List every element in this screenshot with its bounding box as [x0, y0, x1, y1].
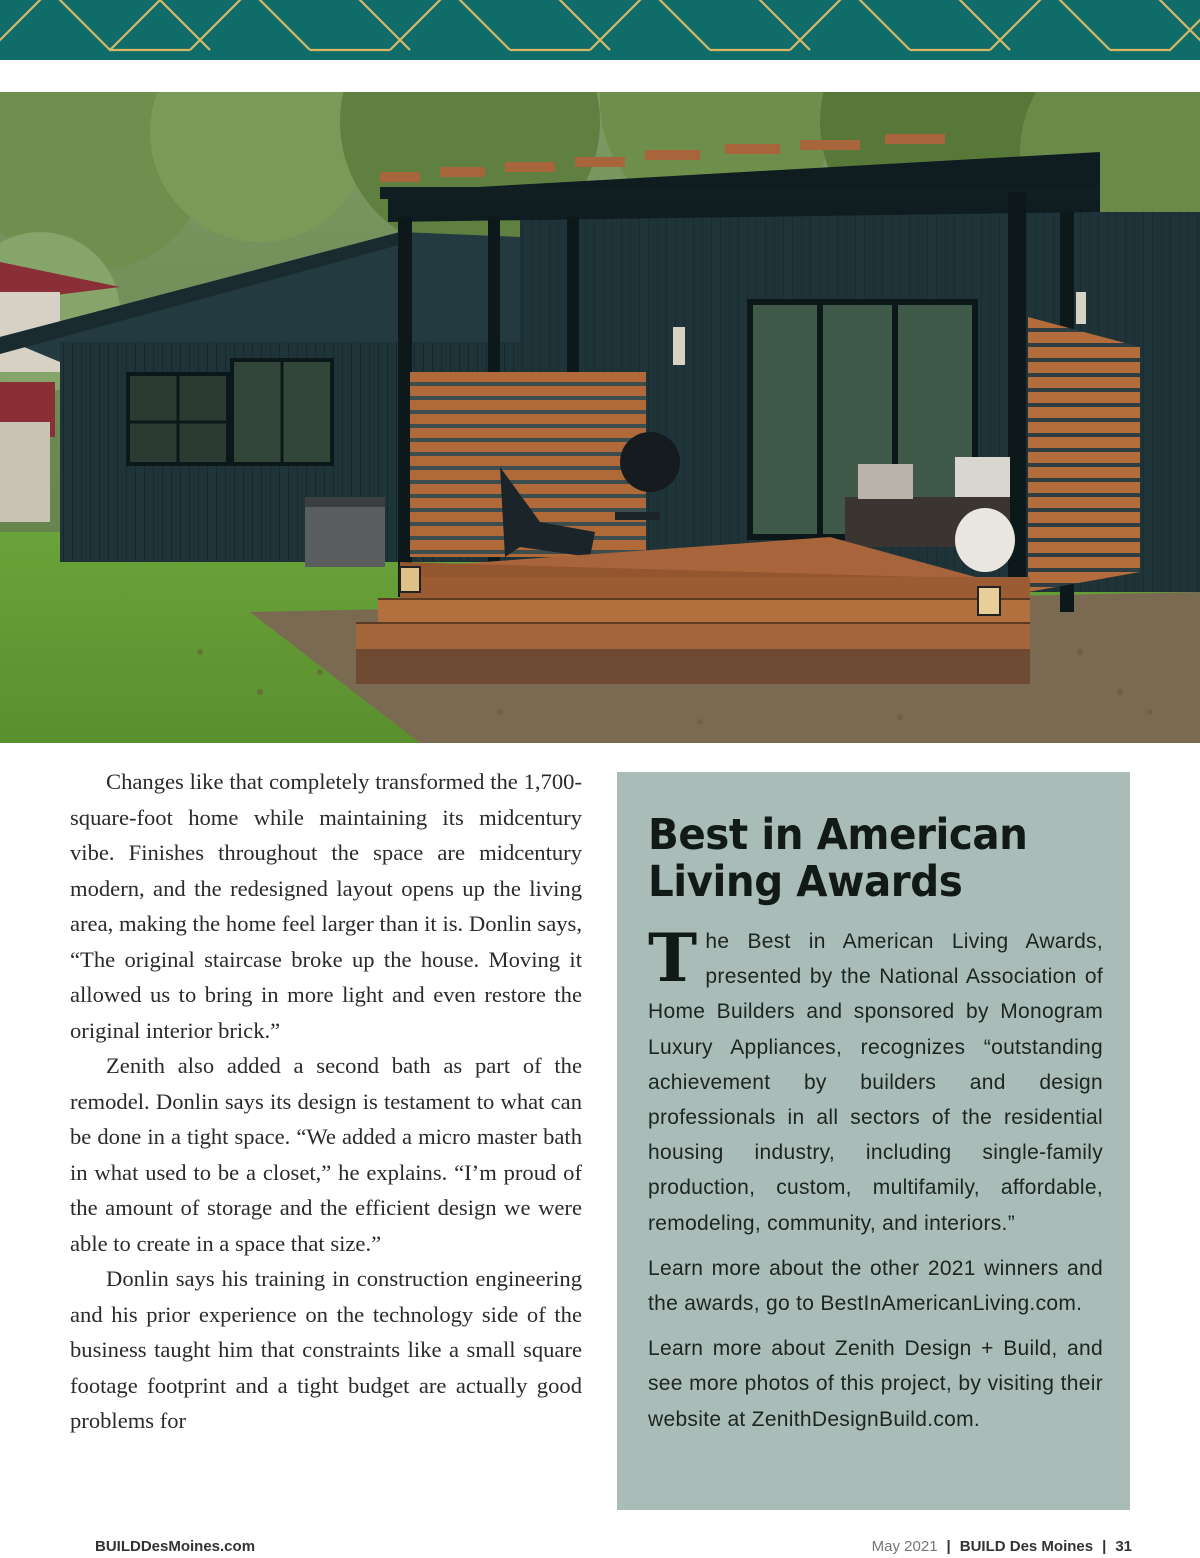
article-body: [70, 764, 582, 1439]
page-number: 31: [1115, 1538, 1132, 1555]
geometric-pattern-icon: [0, 0, 1200, 60]
sidebar-paragraph: Learn more about Zenith Design + Build, and see more photos of this project, by visiting their website at ZenithDesignBuild.com.: [648, 1337, 1103, 1431]
drop-cap: T: [648, 919, 698, 997]
article-paragraph: Zenith also added a second bath as part of the remodel. Donlin says its design is testament to what can be done in a tight space. “We added a micro master bath in what used to be a closet,” he explains. “I’m proud of the amount of storage and the efficient design we were able to create in a space that size.”: [70, 1053, 582, 1256]
footer-folio: [872, 1538, 1132, 1555]
article-paragraph: Changes like that completely transformed the 1,700-square-foot home while maintaining its midcentury vibe. Finishes throughout the space are midcentury modern, and the redesigned layout opens up the living area, making the home feel larger than it is. Donlin says, “The original staircase broke up the house. Moving it allowed us to bring in more light and even restore the original interior brick.”: [70, 769, 582, 1043]
sidebar-paragraph: [648, 919, 1103, 1241]
sidebar-paragraph-text: he Best in American Living Awards, presented by the National Association of Home Builders and sponsored by Monogram Luxury Appliances, recognizes “outstanding achievement by builders and design professionals in all sectors of the residential housing industry, including single-family production, custom, multifamily, affordable, remodeling, community, and interiors.”: [648, 930, 1103, 1235]
footer-site-url: BUILDDesMoines.com: [95, 1538, 256, 1555]
footer-separator: |: [946, 1538, 951, 1555]
decorative-header-banner: [0, 0, 1200, 60]
house-exterior-deck-photo: [0, 92, 1200, 743]
sidebar-content: [648, 812, 1103, 1447]
sidebar-title: Best in American Living Awards: [648, 810, 1028, 907]
sidebar-paragraph: Learn more about the other 2021 winners and the awards, go to BestInAmericanLiving.com.: [648, 1256, 1103, 1316]
footer-separator: |: [1102, 1538, 1107, 1555]
footer-date: May 2021: [871, 1538, 938, 1555]
footer-publication: BUILD Des Moines: [959, 1538, 1094, 1555]
awards-sidebar: [617, 772, 1130, 1510]
article-paragraph: Donlin says his training in construction engineering and his prior experience on the technology side of the business taught him that constraints like a small square footage footprint and a tight budget are actually good problems for: [70, 1266, 582, 1433]
page-footer: [0, 1538, 1200, 1558]
